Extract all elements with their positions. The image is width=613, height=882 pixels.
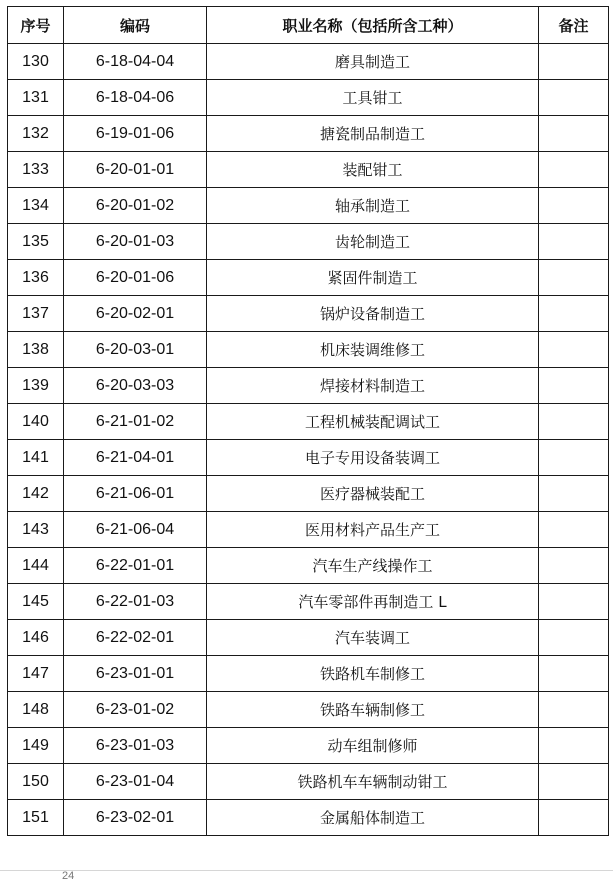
table-row — [8, 548, 609, 584]
cell-code: 6-21-06-04 — [64, 512, 207, 548]
cell-code: 6-23-01-04 — [64, 764, 207, 800]
table-row — [8, 440, 609, 476]
cell-code: 6-20-03-01 — [64, 332, 207, 368]
table-row — [8, 728, 609, 764]
cell-note — [539, 584, 609, 620]
cell-note — [539, 368, 609, 404]
cell-note — [539, 800, 609, 836]
table-row — [8, 656, 609, 692]
cell-seq: 141 — [8, 440, 64, 476]
cell-occupation-name: 电子专用设备装调工 — [207, 440, 539, 476]
cell-occupation-name: 汽车装调工 — [207, 620, 539, 656]
table-row — [8, 692, 609, 728]
header-note: 备注 — [539, 7, 609, 44]
cell-code: 6-20-02-01 — [64, 296, 207, 332]
table-row — [8, 224, 609, 260]
occupation-table — [7, 6, 609, 836]
cell-occupation-name: 医疗器械装配工 — [207, 476, 539, 512]
table-row — [8, 80, 609, 116]
cell-occupation-name: 金属船体制造工 — [207, 800, 539, 836]
cell-seq: 132 — [8, 116, 64, 152]
cell-seq: 150 — [8, 764, 64, 800]
table-row — [8, 620, 609, 656]
table-row — [8, 44, 609, 80]
header-name: 职业名称（包括所含工种） — [207, 7, 539, 44]
cell-note — [539, 512, 609, 548]
cell-note — [539, 116, 609, 152]
cell-code: 6-20-03-03 — [64, 368, 207, 404]
table-row — [8, 296, 609, 332]
table-row — [8, 764, 609, 800]
cell-code: 6-20-01-06 — [64, 260, 207, 296]
cell-note — [539, 44, 609, 80]
cell-seq: 143 — [8, 512, 64, 548]
page-footer-divider — [0, 870, 613, 871]
cell-code: 6-22-01-01 — [64, 548, 207, 584]
cell-code: 6-19-01-06 — [64, 116, 207, 152]
cell-seq: 148 — [8, 692, 64, 728]
cell-note — [539, 440, 609, 476]
cell-note — [539, 332, 609, 368]
table-row — [8, 476, 609, 512]
cell-seq: 146 — [8, 620, 64, 656]
cell-occupation-name: 紧固件制造工 — [207, 260, 539, 296]
table-row — [8, 584, 609, 620]
cell-note — [539, 224, 609, 260]
cell-seq: 144 — [8, 548, 64, 584]
cell-code: 6-23-01-03 — [64, 728, 207, 764]
cell-occupation-name: 搪瓷制品制造工 — [207, 116, 539, 152]
cell-seq: 130 — [8, 44, 64, 80]
cell-seq: 135 — [8, 224, 64, 260]
table-header — [8, 7, 609, 44]
table-row — [8, 332, 609, 368]
cell-occupation-name: 动车组制修师 — [207, 728, 539, 764]
cell-code: 6-22-02-01 — [64, 620, 207, 656]
table-row — [8, 368, 609, 404]
cell-code: 6-23-01-02 — [64, 692, 207, 728]
cell-note — [539, 296, 609, 332]
table-row — [8, 188, 609, 224]
cell-seq: 151 — [8, 800, 64, 836]
cell-occupation-name: 轴承制造工 — [207, 188, 539, 224]
cell-note — [539, 548, 609, 584]
cell-note — [539, 692, 609, 728]
cell-occupation-name: 汽车生产线操作工 — [207, 548, 539, 584]
header-code: 编码 — [64, 7, 207, 44]
cell-occupation-name: 铁路车辆制修工 — [207, 692, 539, 728]
cell-seq: 149 — [8, 728, 64, 764]
cell-occupation-name: 医用材料产品生产工 — [207, 512, 539, 548]
cell-seq: 140 — [8, 404, 64, 440]
cell-occupation-name: 铁路机车制修工 — [207, 656, 539, 692]
cell-code: 6-23-01-01 — [64, 656, 207, 692]
cell-occupation-name: 铁路机车车辆制动钳工 — [207, 764, 539, 800]
cell-note — [539, 728, 609, 764]
cell-code: 6-21-04-01 — [64, 440, 207, 476]
table-row — [8, 404, 609, 440]
cell-seq: 131 — [8, 80, 64, 116]
cell-occupation-name: 机床装调维修工 — [207, 332, 539, 368]
cell-seq: 137 — [8, 296, 64, 332]
cell-seq: 136 — [8, 260, 64, 296]
cell-code: 6-20-01-03 — [64, 224, 207, 260]
cell-note — [539, 620, 609, 656]
cell-note — [539, 764, 609, 800]
cell-seq: 133 — [8, 152, 64, 188]
cell-seq: 138 — [8, 332, 64, 368]
cell-seq: 139 — [8, 368, 64, 404]
cell-occupation-name: 齿轮制造工 — [207, 224, 539, 260]
table-row — [8, 800, 609, 836]
cell-note — [539, 188, 609, 224]
cell-code: 6-18-04-04 — [64, 44, 207, 80]
cell-code: 6-23-02-01 — [64, 800, 207, 836]
table-row — [8, 116, 609, 152]
header-row — [8, 7, 609, 44]
cell-code: 6-21-01-02 — [64, 404, 207, 440]
cell-note — [539, 80, 609, 116]
cell-occupation-name: 锅炉设备制造工 — [207, 296, 539, 332]
cell-occupation-name: 磨具制造工 — [207, 44, 539, 80]
page-number: 24 — [62, 870, 75, 882]
cell-code: 6-21-06-01 — [64, 476, 207, 512]
cell-seq: 142 — [8, 476, 64, 512]
cell-code: 6-20-01-02 — [64, 188, 207, 224]
cell-code: 6-22-01-03 — [64, 584, 207, 620]
cell-note — [539, 476, 609, 512]
cell-seq: 134 — [8, 188, 64, 224]
cell-seq: 147 — [8, 656, 64, 692]
cell-code: 6-20-01-01 — [64, 152, 207, 188]
cell-note — [539, 656, 609, 692]
cell-occupation-name: 工程机械装配调试工 — [207, 404, 539, 440]
cell-seq: 145 — [8, 584, 64, 620]
header-seq: 序号 — [8, 7, 64, 44]
table-body — [8, 44, 609, 836]
cell-code: 6-18-04-06 — [64, 80, 207, 116]
cell-note — [539, 404, 609, 440]
cell-occupation-name: 工具钳工 — [207, 80, 539, 116]
cell-occupation-name: 焊接材料制造工 — [207, 368, 539, 404]
table-row — [8, 512, 609, 548]
cell-note — [539, 260, 609, 296]
cell-note — [539, 152, 609, 188]
cell-occupation-name: 装配钳工 — [207, 152, 539, 188]
table-row — [8, 152, 609, 188]
table-row — [8, 260, 609, 296]
cell-occupation-name: 汽车零部件再制造工 L — [207, 584, 539, 620]
